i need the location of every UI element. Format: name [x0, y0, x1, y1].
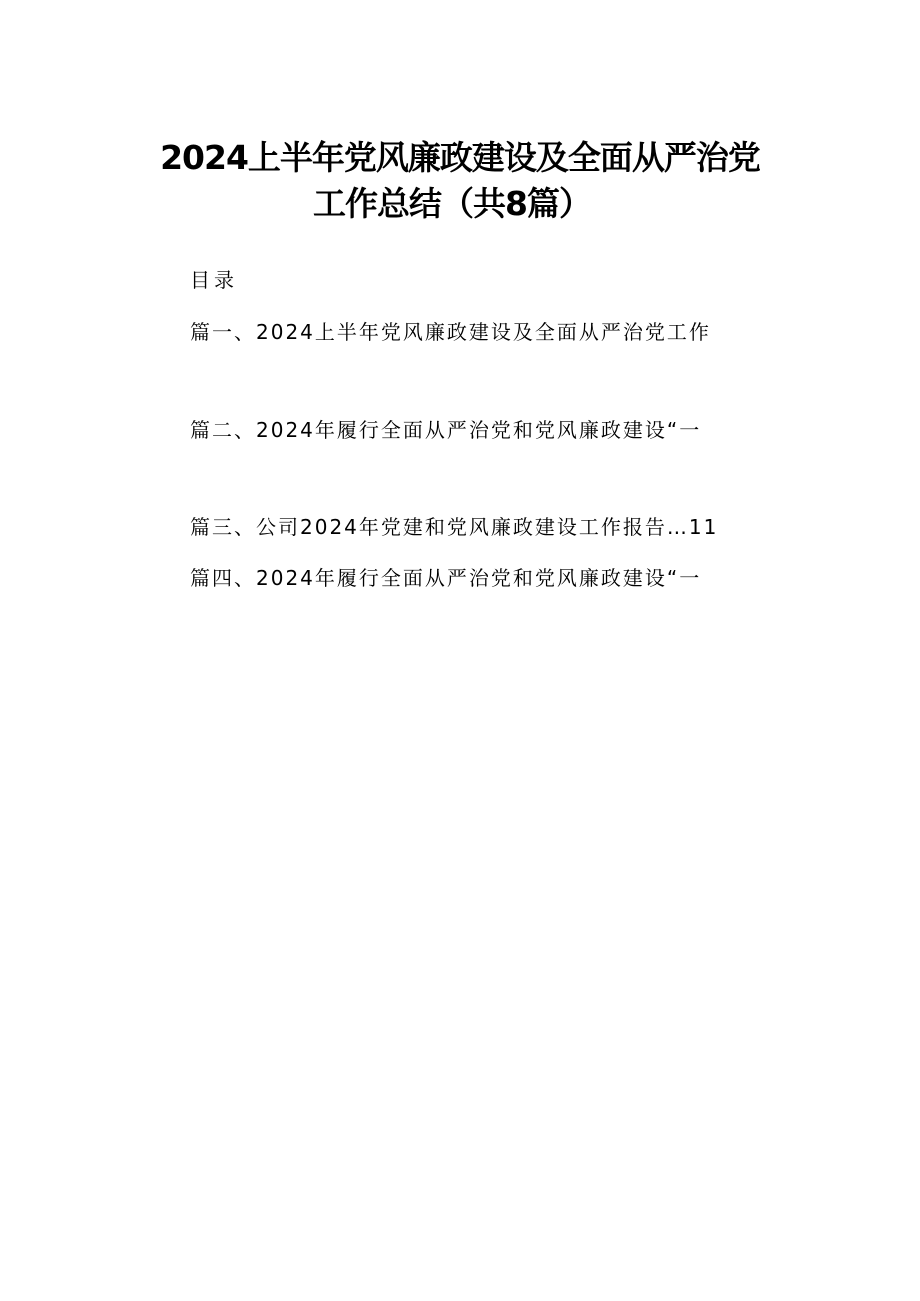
toc-entry-1[interactable]: 篇一、2024上半年党风廉政建设及全面从严治党工作	[190, 320, 711, 344]
toc-heading: 目录	[190, 268, 238, 292]
toc-entry-4[interactable]: 篇四、2024年履行全面从严治党和党风廉政建设“一	[190, 566, 702, 590]
document-title-line2: 工作总结（共8篇）	[313, 184, 591, 223]
document-title-line1: 2024上半年党风廉政建设及全面从严治党	[160, 138, 760, 177]
toc-entry-3[interactable]: 篇三、公司2024年党建和党风廉政建设工作报告…11	[190, 515, 719, 539]
toc-entry-2[interactable]: 篇二、2024年履行全面从严治党和党风廉政建设“一	[190, 418, 702, 442]
